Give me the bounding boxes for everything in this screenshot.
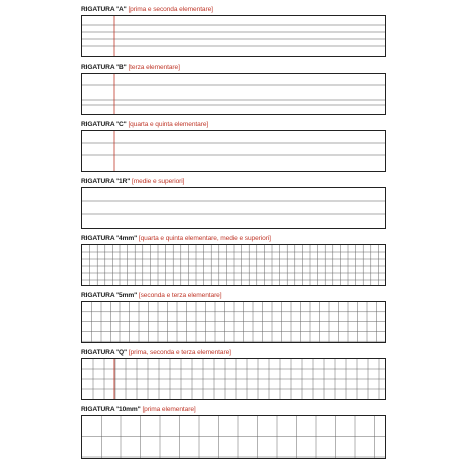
sample-a-note: [prima e seconda elementare] bbox=[128, 6, 213, 13]
sample-c-label bbox=[81, 121, 386, 129]
sample-10mm-grid bbox=[82, 416, 385, 458]
sample-c bbox=[81, 121, 386, 172]
sample-10mm-label bbox=[81, 406, 386, 414]
sample-4mm-note: [quarta e quinta elementare, medie e superiori] bbox=[138, 235, 271, 242]
sample-10mm-box bbox=[81, 415, 386, 459]
sample-b-ruling bbox=[82, 74, 385, 114]
sample-q bbox=[81, 349, 386, 400]
sample-4mm-name: RIGATURA "4mm" bbox=[81, 235, 138, 242]
sample-c-note: [quarta e quinta elementare] bbox=[128, 121, 209, 128]
sample-a-label bbox=[81, 6, 386, 14]
sample-q-name: RIGATURA "Q" bbox=[81, 349, 128, 356]
sample-5mm-name: RIGATURA "5mm" bbox=[81, 292, 138, 299]
sample-a bbox=[81, 6, 386, 57]
sample-c-ruling bbox=[82, 131, 385, 171]
sample-c-box bbox=[81, 130, 386, 172]
sample-b-box bbox=[81, 73, 386, 115]
sample-10mm-note: [prima elementare] bbox=[142, 406, 196, 413]
sample-5mm bbox=[81, 292, 386, 343]
sample-5mm-box bbox=[81, 301, 386, 343]
sample-4mm-grid bbox=[82, 245, 385, 285]
sample-5mm-note: [seconda e terza elementare] bbox=[138, 292, 222, 299]
sample-b-name: RIGATURA "B" bbox=[81, 64, 127, 71]
sample-b-note: [terza elementare] bbox=[128, 64, 180, 71]
sample-c-name: RIGATURA "C" bbox=[81, 121, 127, 128]
sample-5mm-grid bbox=[82, 302, 385, 342]
sample-1r-name: RIGATURA "1R" bbox=[81, 178, 131, 185]
sample-q-grid bbox=[82, 359, 385, 399]
sample-1r-box bbox=[81, 187, 386, 229]
sample-q-label bbox=[81, 349, 386, 357]
sample-10mm bbox=[81, 406, 386, 459]
sample-10mm-name: RIGATURA "10mm" bbox=[81, 406, 141, 413]
sample-a-ruling bbox=[82, 16, 385, 56]
sample-q-note: [prima, seconda e terza elementare] bbox=[128, 349, 231, 356]
sample-a-box bbox=[81, 15, 386, 57]
sample-4mm bbox=[81, 235, 386, 286]
sample-1r-ruling bbox=[82, 188, 385, 228]
sample-4mm-box bbox=[81, 244, 386, 286]
sample-1r-label bbox=[81, 178, 386, 186]
sample-b-label bbox=[81, 64, 386, 72]
sample-b bbox=[81, 64, 386, 115]
sample-4mm-label bbox=[81, 235, 386, 243]
sample-q-box bbox=[81, 358, 386, 400]
sample-1r bbox=[81, 178, 386, 229]
sample-5mm-label bbox=[81, 292, 386, 300]
sample-1r-note: [medie e superiori] bbox=[132, 178, 185, 185]
sample-a-name: RIGATURA "A" bbox=[81, 6, 127, 13]
